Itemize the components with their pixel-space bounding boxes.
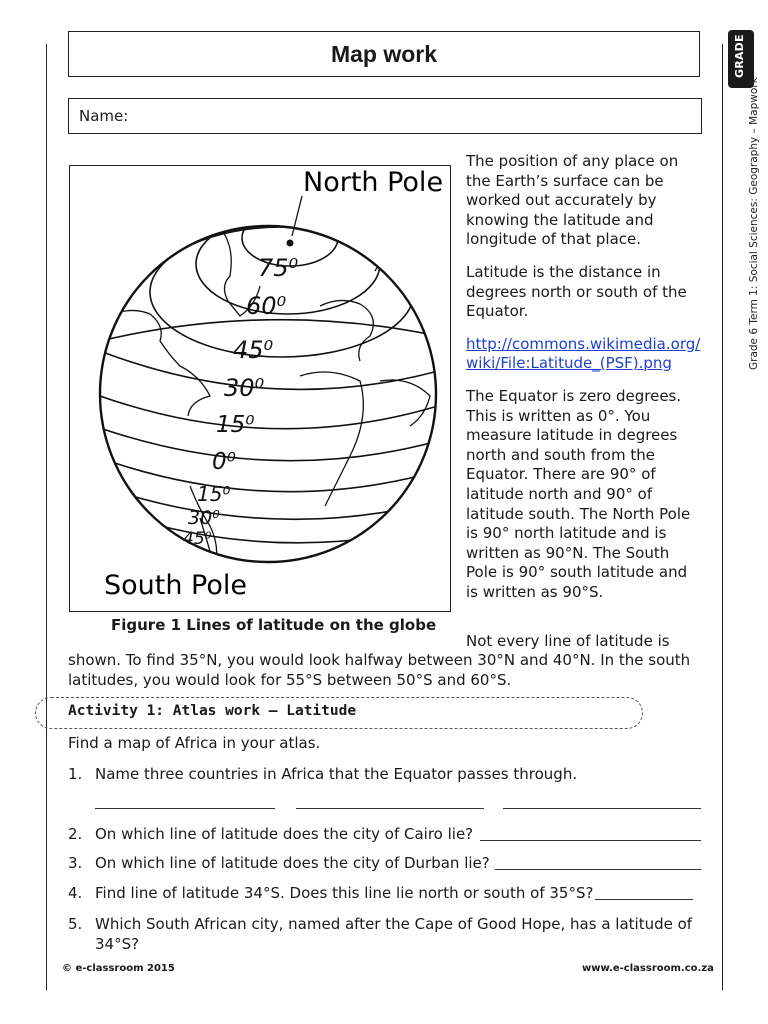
figure-caption: Figure 1 Lines of latitude on the globe xyxy=(111,616,437,634)
answer-2-line[interactable] xyxy=(480,840,701,841)
paragraph-not-every-line-cont: shown. To find 35°N, you would look halfway between 30°N and 40°N. In the south latitudes, you would look for 55°S between 50°S and 60°S. xyxy=(68,651,691,689)
latitude-label-30: 30⁰ xyxy=(224,374,265,402)
question-2-text: On which line of latitude does the city of Cairo lie? xyxy=(95,825,474,843)
north-pole-label: North Pole xyxy=(303,167,444,198)
paragraph-equator: The Equator is zero degrees. This is written as 0°. You measure latitude in degrees north and south from the Equator. There are 90° of latitude north and 90° of latitude south. The North Pole is 90° north latitude and is written as 90°N. The South Pole is 90° south latitude and is written as 90°S. xyxy=(466,386,691,601)
intro-text-column xyxy=(466,152,702,615)
question-1-text: Name three countries in Africa that the Equator passes through. xyxy=(95,765,578,783)
paragraph-position: The position of any place on the Earth’s surface can be worked out accurately by knowing the latitude and longitude of that place. xyxy=(466,152,679,249)
answer-1c-line[interactable] xyxy=(503,808,701,809)
latitude-label-45s: 45⁰ xyxy=(183,529,212,549)
footer-website[interactable]: www.e-classroom.co.za xyxy=(582,963,714,974)
footer-copyright: © e-classroom 2015 xyxy=(62,963,175,974)
latitude-label-60: 60⁰ xyxy=(246,292,287,320)
question-5-number: 5. xyxy=(68,915,83,933)
subject-label: Grade 6 Term 1: Social Sciences: Geography – Mapwork xyxy=(748,77,760,370)
question-3-text: On which line of latitude does the city of Durban lie? xyxy=(95,854,490,872)
answer-1b-line[interactable] xyxy=(296,808,484,809)
question-5-text: Which South African city, named after the Cape of Good Hope, has a latitude of 34°S? xyxy=(95,915,693,953)
title-box xyxy=(68,31,700,77)
question-2-number: 2. xyxy=(68,825,83,843)
page-title: Map work xyxy=(330,40,438,67)
activity-intro: Find a map of Africa in your atlas. xyxy=(68,734,321,752)
paragraph-latitude: Latitude is the distance in degrees north or south of the Equator. xyxy=(466,262,687,321)
latitude-label-15s: 15⁰ xyxy=(197,482,231,506)
source-link[interactable]: http://commons.wikimedia.org/wiki/File:Latitude_(PSF).png xyxy=(466,334,701,373)
answer-3-line[interactable] xyxy=(495,869,701,870)
latitude-label-45: 45⁰ xyxy=(233,336,274,364)
latitude-label-15n: 15⁰ xyxy=(216,412,255,438)
question-3-number: 3. xyxy=(68,854,83,872)
grade-tab-label: GRADE 6 xyxy=(733,22,746,78)
answer-1a-line[interactable] xyxy=(95,808,275,809)
answer-4-line[interactable] xyxy=(595,899,693,900)
question-4-number: 4. xyxy=(68,884,83,902)
name-label: Name: xyxy=(79,107,129,125)
globe-figure xyxy=(69,165,451,612)
latitude-label-0: 0⁰ xyxy=(212,449,236,475)
paragraph-not-every-line: Not every line of latitude is xyxy=(466,632,670,650)
latitude-label-30s: 30⁰ xyxy=(188,507,220,529)
latitude-label-75: 75⁰ xyxy=(258,254,299,282)
south-pole-label: South Pole xyxy=(104,570,248,601)
globe-illustration xyxy=(70,166,452,613)
question-1-number: 1. xyxy=(68,765,83,783)
name-field[interactable] xyxy=(68,98,702,134)
activity-heading xyxy=(35,697,643,729)
activity-title: Activity 1: Atlas work – Latitude xyxy=(68,703,357,719)
question-4-text: Find line of latitude 34°S. Does this line lie north or south of 35°S? xyxy=(95,884,594,902)
